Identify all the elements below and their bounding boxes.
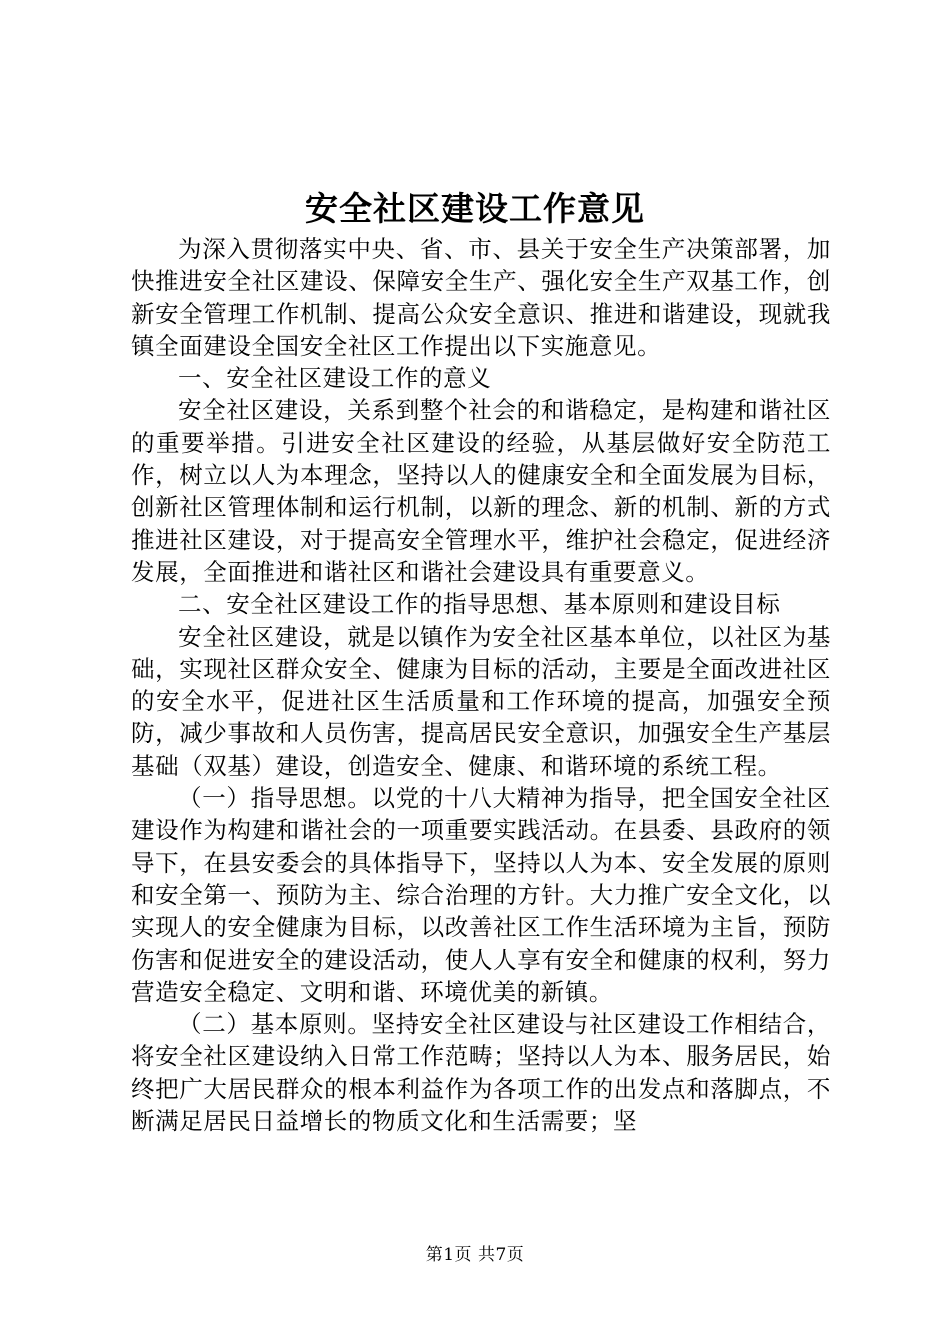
guiding-thought-paragraph: （一）指导思想。以党的十八大精神为指导，把全国安全社区建设作为构建和谐社会的一项重要实践活动。在县委、县政府的领导下，在县安委会的具体指导下，坚持以人为本、安全发展的原则和安全第一、预防为主、综合治理的方针。大力推广安全文化，以实现人的安全健康为目标，以改善社区工作生活环境为主旨，预防伤害和促进安全的建设活动，使人人享有安全和健康的权利，努力营造安全稳定、文明和谐、环境优美的新镇。 — [131, 784, 831, 1006]
section-heading-2: 二、安全社区建设工作的指导思想、基本原则和建设目标 — [178, 590, 781, 619]
section-1-paragraph: 安全社区建设，关系到整个社会的和谐稳定，是构建和谐社区的重要举措。引进安全社区建设的经验，从基层做好安全防范工作，树立以人为本理念，坚持以人的健康安全和全面发展为目标，创新社区管理体制和运行机制，以新的理念、新的机制、新的方式推进社区建设，对于提高安全管理水平，维护社会稳定，促进经济发展，全面推进和谐社区和谐社会建设具有重要意义。 — [131, 396, 831, 586]
intro-paragraph: 为深入贯彻落实中央、省、市、县关于安全生产决策部署，加快推进安全社区建设、保障安全生产、强化安全生产双基工作，创新安全管理工作机制、提高公众安全意识、推进和谐建设，现就我镇全面建设全国安全社区工作提出以下实施意见。 — [131, 235, 831, 360]
section-heading-1: 一、安全社区建设工作的意义 — [178, 364, 492, 393]
section-2-paragraph: 安全社区建设，就是以镇作为安全社区基本单位，以社区为基础，实现社区群众安全、健康为目标的活动，主要是全面改进社区的安全水平，促进社区生活质量和工作环境的提高，加强安全预防，减少事故和人员伤害，提高居民安全意识，加强安全生产基层基础（双基）建设，创造安全、健康、和谐环境的系统工程。 — [131, 622, 831, 780]
document-title: 安全社区建设工作意见 — [305, 189, 645, 228]
document-body — [131, 233, 831, 1137]
basic-principles-paragraph: （二）基本原则。坚持安全社区建设与社区建设工作相结合，将安全社区建设纳入日常工作范畴；坚持以人为本、服务居民，始终把广大居民群众的根本利益作为各项工作的出发点和落脚点，不断满足居民日益增长的物质文化和生活需要；坚 — [131, 1010, 831, 1136]
page-footer: 第1页 共7页 — [425, 1245, 525, 1265]
